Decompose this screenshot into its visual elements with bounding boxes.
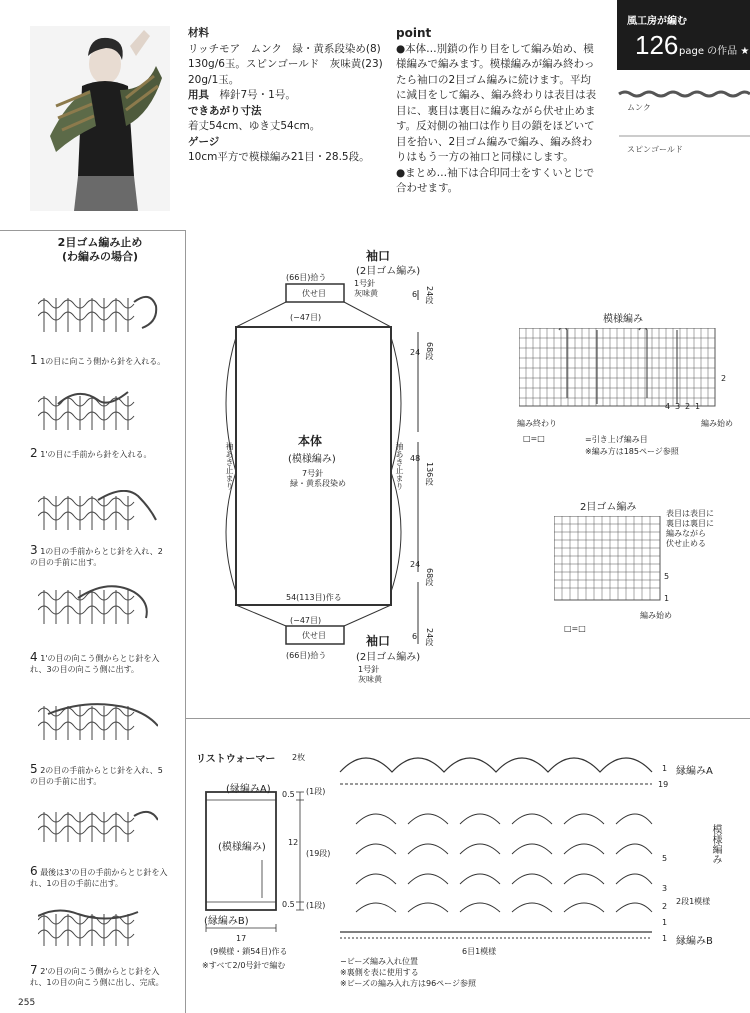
size-title: できあがり寸法 xyxy=(188,104,262,117)
rib-chart xyxy=(550,498,745,638)
rib-chart-title: 2目ゴム編み xyxy=(580,502,637,513)
wrist-dim: (1段) xyxy=(306,901,326,910)
color-top: 灰味黄 xyxy=(354,289,378,298)
crochet-note: ※ビーズの編み入れ方は96ページ参照 xyxy=(340,979,477,988)
materials-line: 130g/6玉。スピンゴールド 灰味黄(23) xyxy=(188,58,383,70)
crochet-pattern: 模様編み xyxy=(710,824,721,864)
step-number: 4 xyxy=(30,650,38,664)
crochet-row-num: 3 xyxy=(662,884,668,893)
rib-bindoff-title-line: 2目ゴム編み止め xyxy=(57,236,143,249)
point-line: 合わせます。 xyxy=(396,182,459,194)
step-text: 1の目の手前からとじ針を入れ、2の目の手前に出す。 xyxy=(30,547,163,567)
rib-side-num: 1 xyxy=(664,594,670,603)
materials-title: 材料 xyxy=(188,27,209,39)
knit-illustration xyxy=(38,700,158,742)
crochet-row-num: 19 xyxy=(658,780,669,789)
cuff-bottom-title: 袖口 xyxy=(366,634,391,648)
pattern-legend-eq: □=□ xyxy=(523,434,545,443)
badge-page: page の作品 ★ xyxy=(679,46,750,57)
step-text: 2の目の手前からとじ針を入れ、5の目の手前に出す。 xyxy=(30,766,163,786)
wrist-title: リストウォーマー xyxy=(196,754,276,765)
dec-top: (−47目) xyxy=(290,313,322,322)
step-text: 1の目に向こう側から針を入れる。 xyxy=(40,357,166,366)
cuff-top-title: 袖口 xyxy=(366,249,391,263)
dim-mid: 48 xyxy=(410,454,421,463)
point-line: たら袖口の2目ゴム編みに続けます。平均 xyxy=(396,73,591,86)
dim-bottom-rib: 6 xyxy=(412,632,418,641)
rib-start: 編み始め xyxy=(640,611,672,620)
gauge-title: ゲージ xyxy=(188,135,220,148)
dim-upper-rows: 68段 xyxy=(425,342,434,361)
divider xyxy=(185,718,750,719)
wrist-drawing xyxy=(196,780,336,960)
knit-illustration xyxy=(38,802,158,844)
rib-bindoff-steps xyxy=(0,0,185,1013)
cuff-bottom-subtitle: (2目ゴム編み) xyxy=(356,652,421,663)
crochet-row-num: 1 xyxy=(662,934,668,943)
point-title: point xyxy=(396,26,432,40)
step-number: 3 xyxy=(30,543,38,557)
crochet-row-num: 2 xyxy=(662,902,668,911)
knit-illustration xyxy=(38,292,158,334)
wrist-note: ※すべて2/0号針で編む xyxy=(202,961,286,970)
color-bottom: 灰味黄 xyxy=(358,675,382,684)
main-subtitle: (模様編み) xyxy=(288,454,336,465)
step-text: 1'の目の向こう側からとじ針を入れ、3の目の向こう側に出す。 xyxy=(30,654,160,674)
rib-side-num: 5 xyxy=(664,572,670,581)
point-line: 目を拾い、2目ゴム編みで編み、編み終わ xyxy=(396,135,593,148)
wrist-warmer-schematic xyxy=(196,740,336,980)
gather-top: (66目)拾う xyxy=(286,273,327,282)
crochet-repeat6: 6目1模様 xyxy=(462,947,497,956)
step-text: 1'の目に手前から針を入れる。 xyxy=(40,450,152,459)
crochet-chart xyxy=(336,744,746,994)
bindoff-top: 伏せ目 xyxy=(302,289,326,298)
needle-top: 1号針 xyxy=(354,279,376,288)
wrist-pattern: (模様編み) xyxy=(218,842,266,853)
tools-text: 棒針7号・1号。 xyxy=(219,89,296,101)
wrist-edge-b: (縁編みB) xyxy=(204,916,249,927)
wrist-dim: 12 xyxy=(288,838,299,847)
pattern-chart-title: 模様編み xyxy=(603,314,643,325)
bindoff-bottom: 伏せ目 xyxy=(302,631,326,640)
point-line: 目に、裏目は裏目に編みながら伏せ止めま xyxy=(396,104,596,117)
pattern-side-num: 2 xyxy=(721,374,727,383)
rib-note: 裏目は裏目に xyxy=(666,519,714,528)
sleeve-opening-left: 袖あき止まり xyxy=(225,442,234,490)
point-line: す。反対側の袖口は作り目の鎖をほどいて xyxy=(396,120,595,132)
dim-top-rib-rows: 24段 xyxy=(425,286,434,305)
main-title: 本体 xyxy=(298,434,323,448)
step-number: 6 xyxy=(30,864,38,878)
wrist-dim: 0.5 xyxy=(282,790,295,799)
pattern-num: 2 xyxy=(685,402,691,411)
sleeve-opening-right: 袖あき止まり xyxy=(395,442,404,490)
dim-top-rib: 6 xyxy=(412,290,418,299)
rib-grid xyxy=(554,516,664,602)
point-line: ●本体…別鎖の作り目をして編み始め、模 xyxy=(396,42,594,55)
main-color: 緑・黄系段染め xyxy=(290,479,346,488)
page-number: 255 xyxy=(18,998,36,1008)
rib-note: 伏せ止める xyxy=(666,539,706,548)
dim-bottom-rib-rows: 24段 xyxy=(425,628,434,647)
dim-lower: 24 xyxy=(410,560,421,569)
step-number: 7 xyxy=(30,963,38,977)
step-number: 1 xyxy=(30,353,38,367)
crochet-drawing xyxy=(336,744,656,944)
crochet-row-num: 1 xyxy=(662,764,668,773)
step-text: 最後は3'の目の手前からとじ針を入れ、1の目の手前に出す。 xyxy=(30,868,168,888)
yarn-label: ムンク xyxy=(627,103,651,112)
pattern-num: 3 xyxy=(675,402,681,411)
wrist-width-sub: (9模様・鎖54目)作る xyxy=(210,947,288,956)
point-line: りはもう一方の袖口と同様にします。 xyxy=(396,151,574,163)
knit-illustration xyxy=(38,584,158,626)
badge-number: 126 xyxy=(635,30,679,60)
point-block xyxy=(396,26,611,197)
materials-block xyxy=(188,26,388,166)
crochet-repeat2: 2段1模様 xyxy=(676,897,711,906)
knit-illustration xyxy=(38,906,158,948)
crochet-row-num: 5 xyxy=(662,854,668,863)
rib-note: 編みながら xyxy=(666,529,706,538)
rib-note: 表目は表目に xyxy=(666,509,714,518)
step-number: 2 xyxy=(30,446,38,460)
crochet-edge-b: 縁編みB xyxy=(676,936,713,947)
page-badge xyxy=(617,0,750,70)
crochet-edge-a: 縁編みA xyxy=(676,766,713,777)
needle-bottom: 1号針 xyxy=(358,665,380,674)
materials-line: リッチモア ムンク 緑・黄系段染め(8) xyxy=(188,42,381,55)
pattern-end: 編み終わり xyxy=(517,419,557,428)
wrist-dim: (19段) xyxy=(306,849,331,858)
knit-illustration xyxy=(38,490,158,532)
wrist-dim: (1段) xyxy=(306,787,326,796)
pattern-chart xyxy=(515,310,740,460)
rib-legend: □=□ xyxy=(564,624,586,633)
pattern-num: 1 xyxy=(695,402,701,411)
pattern-start: 編み始め xyxy=(701,419,733,428)
dim-mid-rows: 136段 xyxy=(425,462,434,486)
crochet-note: −ビーズ編み入れ位置 xyxy=(340,957,418,966)
pattern-legend-lift: =引き上げ編み目 xyxy=(585,435,648,444)
pattern-grid xyxy=(519,328,719,410)
wrist-edge-a: (縁編みA) xyxy=(226,784,271,795)
badge-title: 風工房が編む xyxy=(627,16,687,27)
materials-line: 20g/1玉。 xyxy=(188,73,240,86)
wrist-dim: 0.5 xyxy=(282,900,295,909)
point-line: ●まとめ…袖下は合印同士をすくいとじで xyxy=(396,166,595,179)
body-schematic xyxy=(186,232,446,718)
pattern-num: 4 xyxy=(665,402,671,411)
wrist-width: 17 xyxy=(236,934,247,943)
size-text: 着丈54cm、ゆき丈54cm。 xyxy=(188,120,321,132)
pattern-legend-ref: ※編み方は185ページ参照 xyxy=(585,447,679,456)
gauge-text: 10cm平方で模様編み21目・28.5段。 xyxy=(188,151,370,163)
crochet-row-num: 1 xyxy=(662,918,668,927)
main-needle: 7号針 xyxy=(302,469,324,478)
wrist-count: 2枚 xyxy=(292,753,306,762)
rib-bindoff-subtitle: (わ編みの場合) xyxy=(61,250,139,263)
yarn-label: スピンゴールド xyxy=(627,145,683,154)
tools-title: 用具 xyxy=(188,89,209,101)
dim-lower-rows: 68段 xyxy=(425,568,434,587)
cast-on: 54(113目)作る xyxy=(286,593,342,602)
knit-illustration xyxy=(38,390,158,432)
dec-bottom: (−47目) xyxy=(290,616,322,625)
gather-bottom: (66目)拾う xyxy=(286,651,327,660)
point-line: に減目をして編み、編み終わりは表目は表 xyxy=(396,89,597,101)
crochet-note: ※裏側を表に使用する xyxy=(340,968,419,977)
dim-upper: 24 xyxy=(410,348,421,357)
step-number: 5 xyxy=(30,762,38,776)
point-line: 様編みで編みます。模様編みが編み終わっ xyxy=(396,58,595,70)
cuff-top-subtitle: (2目ゴム編み) xyxy=(356,266,421,277)
yarn-samples xyxy=(617,84,750,174)
step-text: 2'の目の向こう側からとじ針を入れ、1の目の向こう側に出し、完成。 xyxy=(30,967,164,987)
